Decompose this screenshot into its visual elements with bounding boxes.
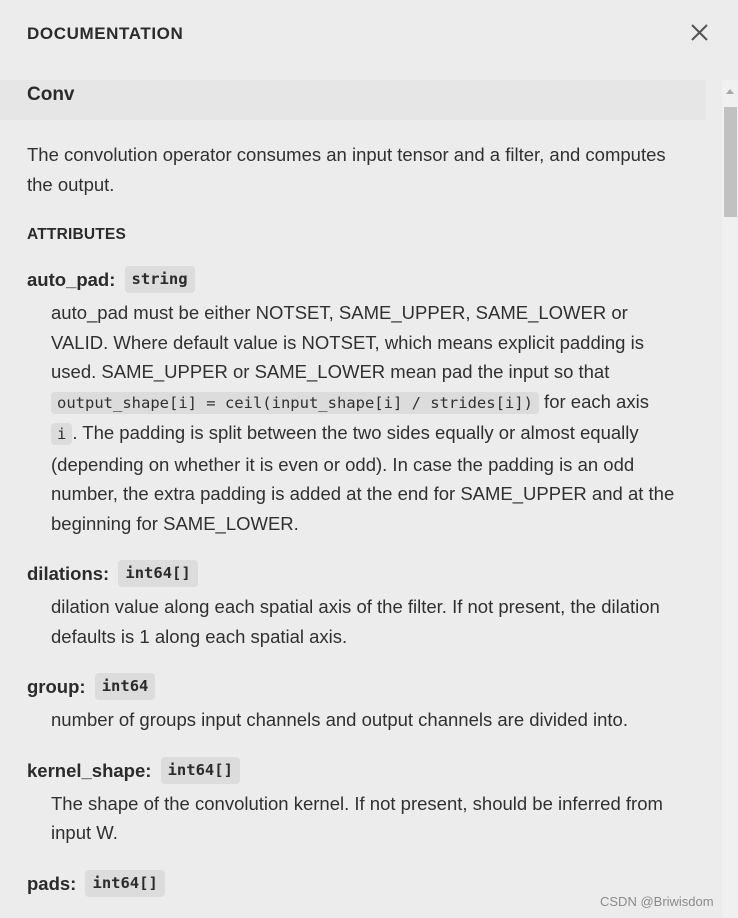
attribute-pads bbox=[27, 870, 677, 898]
attribute-type-badge: string bbox=[125, 266, 195, 293]
attribute-description-text: auto_pad must be either NOTSET, SAME_UPPER, SAME_LOWER or VALID. Where default value is NOTSET, which means explicit padding is used. SAME_UPPER or SAME_LOWER mean pad the input so that bbox=[51, 302, 644, 382]
attribute-name: dilations: bbox=[27, 563, 110, 584]
attribute-description-text: . The padding is split between the two sides equally or almost equally (depending on whether it is even or odd). In case the padding is an odd number, the extra padding is added at the end for SAME_UPPER and at the beginning for SAME_LOWER. bbox=[51, 422, 675, 534]
attribute-type-badge: int64[] bbox=[85, 870, 164, 897]
attribute-name: auto_pad: bbox=[27, 269, 116, 290]
attribute-kernel-shape bbox=[27, 757, 677, 848]
attribute-description: dilation value along each spatial axis of the filter. If not present, the dilation defaults is 1 along each spatial axis. bbox=[51, 596, 660, 647]
attribute-auto-pad bbox=[27, 266, 677, 538]
watermark: CSDN @Briwisdom bbox=[600, 894, 714, 909]
attribute-type-badge: int64[] bbox=[161, 757, 240, 784]
attribute-description-text: for each axis bbox=[538, 390, 649, 412]
operator-description: The convolution operator consumes an input tensor and a filter, and computes the output. bbox=[27, 144, 666, 195]
attribute-type-badge: int64[] bbox=[118, 560, 197, 587]
attribute-name: kernel_shape: bbox=[27, 759, 152, 781]
inline-code: i bbox=[51, 423, 72, 445]
content-body bbox=[27, 140, 677, 898]
inline-code: output_shape[i] = ceil(input_shape[i] / strides[i]) bbox=[51, 392, 539, 414]
attribute-description bbox=[51, 298, 677, 538]
attribute-group bbox=[27, 673, 677, 735]
attribute-description: The shape of the convolution kernel. If not present, should be inferred from input W. bbox=[51, 792, 663, 843]
attribute-name: group: bbox=[27, 676, 86, 697]
operator-header bbox=[0, 80, 706, 120]
close-icon[interactable] bbox=[686, 19, 714, 47]
documentation-content[interactable] bbox=[0, 80, 722, 918]
close-button[interactable] bbox=[686, 19, 714, 47]
scrollbar-thumb[interactable] bbox=[724, 107, 737, 217]
panel-title: DOCUMENTATION bbox=[27, 24, 184, 43]
operator-name: Conv bbox=[27, 84, 75, 105]
attribute-description: number of groups input channels and output channels are divided into. bbox=[51, 709, 628, 730]
attributes-heading: ATTRIBUTES bbox=[27, 226, 127, 243]
attribute-dilations bbox=[27, 560, 677, 651]
scroll-up-arrow-icon[interactable] bbox=[726, 89, 734, 94]
vertical-scrollbar[interactable] bbox=[722, 80, 738, 918]
attribute-name: pads: bbox=[27, 872, 77, 894]
attribute-type-badge: int64 bbox=[95, 673, 156, 700]
